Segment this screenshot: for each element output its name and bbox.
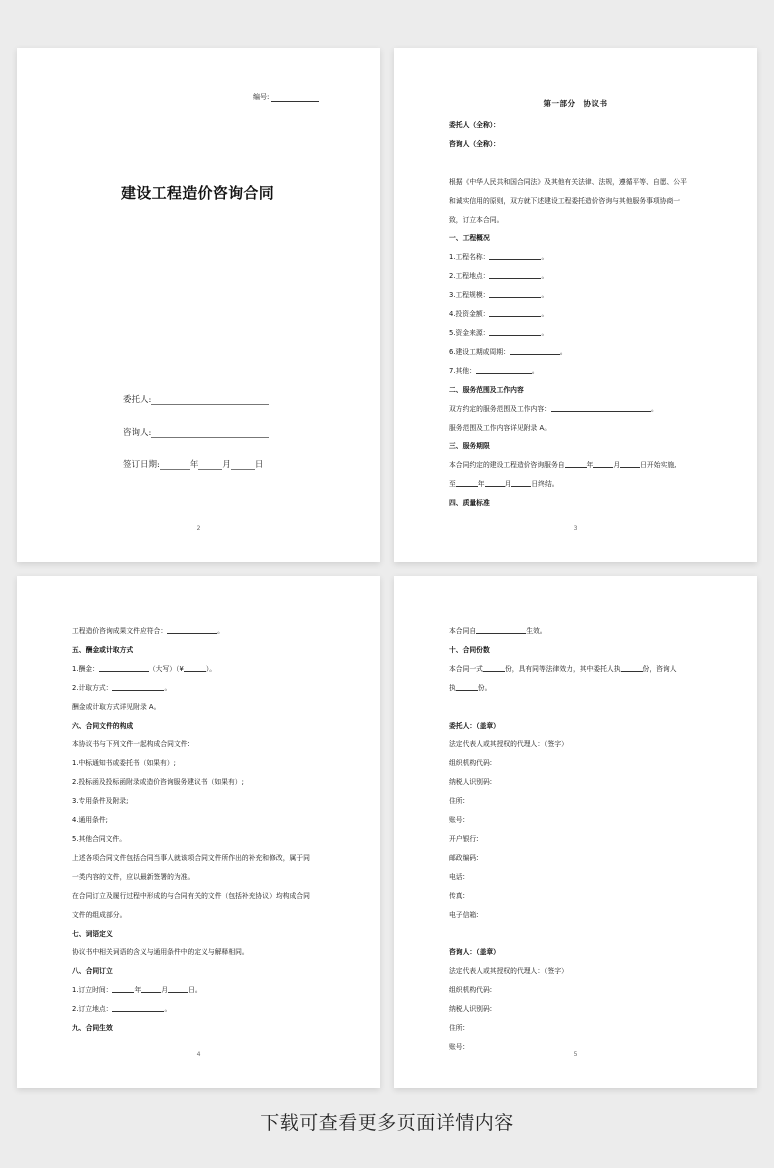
text-line: 5.资金来源： 。 — [449, 328, 549, 337]
text-line: 和诚实信用的原则，双方就下述建设工程委托造价咨询与其他服务事项协商一 — [449, 196, 681, 205]
text-line: 3.工程规模： 。 — [449, 291, 549, 300]
page-number: 5 — [573, 1051, 578, 1058]
page-number: 2 — [196, 525, 201, 532]
section-title: 一、工程概况 — [449, 234, 490, 243]
text-line: 工程造价咨询成果文件应符合： 。 — [72, 627, 224, 635]
section-title: 九、合同生效 — [72, 1024, 113, 1033]
section-title: 八、合同订立 — [72, 967, 113, 976]
signing-date-line: 签订日期: 年 月 日 — [123, 460, 264, 470]
text-line: 本合同自 生效。 — [449, 627, 547, 635]
text-line: 账号: — [449, 1042, 465, 1051]
text-line: 2.订立地点： 。 — [72, 1005, 172, 1014]
text-line: 1.中标通知书或委托书（如果有）; — [72, 759, 176, 768]
text-line: 在合同订立及履行过程中形成的与合同有关的文件（包括补充协议）均构成合同 — [72, 891, 310, 900]
page-number: 4 — [196, 1051, 201, 1058]
text-line: 1.订立时间： 年 月 日。 — [72, 986, 202, 995]
text-line — [449, 925, 717, 944]
consultant-signature-line: 咨询人: — [123, 426, 269, 438]
consultant-seal: 咨询人：（盖章） — [449, 948, 500, 957]
text-line: 7.其他： 。 — [449, 366, 539, 375]
text-line: 邮政编码: — [449, 853, 479, 862]
section-title: 三、服务期限 — [449, 442, 490, 451]
text-line: 开户银行: — [449, 834, 479, 843]
text-line: 3.专用条件及附录; — [72, 797, 129, 806]
text-line: 本合同一式 份，具有同等法律效力，其中委托人执 份，咨询人 — [449, 664, 677, 673]
text-line: 组织机构代码: — [449, 759, 493, 768]
agreement-text — [449, 116, 717, 513]
text-line: 5.其他合同文件。 — [72, 834, 127, 843]
text-line: 2.计取方式： 。 — [72, 683, 172, 692]
page-cover — [17, 48, 380, 562]
text-line: 账号: — [449, 816, 465, 825]
section-title: 五、酬金或计取方式 — [72, 645, 134, 654]
text-line: 本合同约定的建设工程造价咨询服务自 年 月 日开始实施, — [449, 461, 677, 470]
text-line: 6.建设工期或周期： 。 — [449, 347, 567, 356]
section-title: 十、合同份数 — [449, 645, 490, 654]
page-fees — [17, 576, 380, 1088]
fees-text — [72, 622, 340, 1038]
download-caption: 下载可查看更多页面详情内容 — [260, 1112, 514, 1134]
text-line: 委托人（全称）： — [449, 121, 500, 129]
text-line: 电子信箱: — [449, 910, 479, 919]
document-title: 建设工程造价咨询合同 — [121, 184, 275, 202]
text-line: 电话: — [449, 872, 465, 881]
text-line: 组织机构代码: — [449, 986, 493, 995]
text-line: 1.酬金： （大写）（¥ ）。 — [72, 664, 217, 673]
text-line: 咨询人（全称）： — [449, 139, 500, 148]
page-agreement — [394, 48, 757, 562]
text-line: 上述各项合同文件包括合同当事人就该项合同文件所作出的补充和修改，属于同 — [72, 853, 310, 862]
section-title: 六、合同文件的构成 — [72, 721, 134, 730]
serial-number: 编号: — [253, 92, 319, 102]
text-line: 住所: — [449, 1024, 465, 1033]
client-signature-line: 委托人: — [123, 393, 269, 405]
text-line: 酬金或计取方式详见附录 A。 — [72, 702, 161, 711]
text-line: 协议书中相关词语的含义与通用条件中的定义与解释相同。 — [72, 948, 249, 957]
text-line: 本协议书与下列文件一起构成合同文件: — [72, 740, 190, 749]
text-line: 纳税人识别码: — [449, 778, 493, 787]
text-line: 1.工程名称： 。 — [449, 253, 549, 262]
page-signatures — [394, 576, 757, 1088]
text-line: 法定代表人或其授权的代理人：（签字） — [449, 967, 568, 976]
text-line: 2.工程地点： 。 — [449, 272, 549, 281]
section-title: 二、服务范围及工作内容 — [449, 385, 524, 394]
text-line: 致，订立本合同。 — [449, 215, 504, 224]
page-number: 3 — [573, 525, 578, 532]
text-line: 至 年 月 日终结。 — [449, 480, 559, 489]
text-line: 传真: — [449, 891, 465, 900]
section-heading: 第一部分 协议书 — [543, 99, 608, 108]
text-line: 4.通用条件; — [72, 816, 108, 825]
text-line: 执 份。 — [449, 683, 492, 692]
text-line: 双方约定的服务范围及工作内容： 。 — [449, 404, 658, 413]
section-title: 四、质量标准 — [449, 499, 490, 508]
text-line: 一类内容的文件，应以最新签署的为准。 — [72, 872, 195, 881]
text-line: 纳税人识别码: — [449, 1005, 493, 1014]
text-line — [449, 154, 717, 173]
text-line: 2.投标函及投标函附录或造价咨询服务建议书（如果有）; — [72, 778, 244, 787]
signatures-text — [449, 622, 717, 1057]
text-line — [449, 698, 717, 717]
client-seal: 委托人：（盖章） — [449, 721, 500, 730]
text-line: 住所: — [449, 797, 465, 806]
text-line: 文件的组成部分。 — [72, 910, 127, 919]
section-title: 七、词语定义 — [72, 929, 113, 938]
text-line: 服务范围及工作内容详见附录 A。 — [449, 423, 551, 432]
text-line: 根据《中华人民共和国合同法》及其他有关法律、法规，遵循平等、自愿、公平 — [449, 177, 687, 186]
serial-line — [271, 94, 319, 102]
text-line: 4.投资金额： 。 — [449, 310, 549, 319]
text-line: 法定代表人或其授权的代理人：（签字） — [449, 740, 568, 749]
